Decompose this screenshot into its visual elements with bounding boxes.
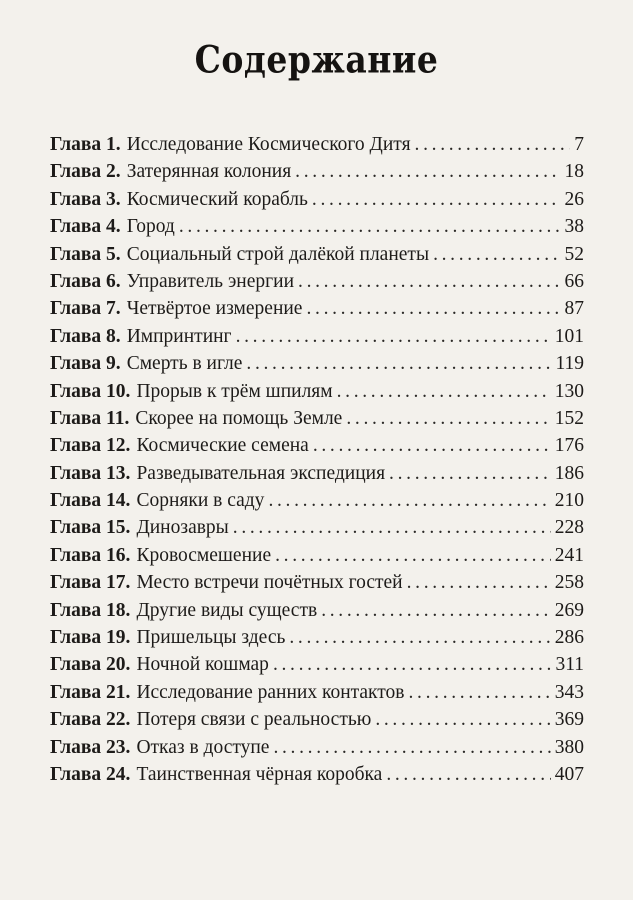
chapter-label: Глава 20. — [50, 654, 131, 676]
dot-leader — [268, 487, 550, 514]
chapter-label: Глава 19. — [50, 627, 131, 649]
toc-entry[interactable] — [50, 597, 584, 624]
chapter-label: Глава 5. — [50, 243, 121, 265]
chapter-label: Глава 7. — [50, 298, 121, 320]
dot-leader — [313, 432, 551, 459]
page-number: 119 — [555, 353, 584, 375]
chapter-label: Глава 14. — [50, 490, 131, 512]
toc-entry[interactable] — [50, 378, 584, 405]
chapter-title: Пришельцы здесь — [136, 627, 286, 649]
page-number: 258 — [554, 572, 584, 594]
toc-entry[interactable] — [50, 761, 584, 788]
toc-entry[interactable] — [50, 624, 584, 651]
toc-entry[interactable] — [50, 186, 584, 213]
chapter-title: Скорее на помощь Земле — [135, 407, 343, 429]
chapter-title: Отказ в доступе — [136, 736, 270, 758]
page-number: 369 — [554, 709, 584, 731]
dot-leader — [409, 679, 551, 706]
page-number: 7 — [574, 134, 584, 155]
dot-leader — [295, 158, 560, 185]
dot-leader — [273, 651, 552, 678]
chapter-label: Глава 13. — [50, 462, 131, 484]
chapter-title: Управитель энергии — [126, 270, 295, 292]
dot-leader — [433, 241, 560, 268]
toc-entry[interactable] — [50, 241, 584, 268]
dot-leader — [289, 624, 550, 651]
dot-leader — [415, 131, 571, 158]
chapter-label: Глава 22. — [50, 709, 131, 731]
chapter-title: Кровосмешение — [136, 544, 272, 566]
page-number: 269 — [554, 599, 584, 621]
dot-leader — [246, 350, 551, 377]
chapter-label: Глава 8. — [50, 325, 121, 347]
dot-leader — [389, 460, 551, 487]
toc-entry[interactable] — [50, 405, 584, 432]
page-number: 152 — [554, 407, 584, 429]
toc-entry[interactable] — [50, 514, 584, 541]
chapter-title: Космический корабль — [126, 188, 308, 210]
dot-leader — [312, 186, 561, 213]
page-number: 210 — [554, 490, 584, 512]
chapter-title: Потеря связи с реальностью — [136, 709, 372, 731]
page-number: 407 — [554, 763, 584, 785]
toc-entry[interactable] — [50, 460, 584, 487]
chapter-title: Исследование Космического Дитя — [126, 134, 411, 155]
page-title: Содержание — [194, 38, 439, 82]
toc-entry[interactable] — [50, 268, 584, 295]
dot-leader — [306, 295, 560, 322]
page-number: 26 — [564, 188, 584, 210]
toc-entry[interactable] — [50, 323, 584, 350]
page-number: 66 — [564, 270, 584, 292]
chapter-title: Прорыв к трём шпилям — [136, 380, 333, 402]
chapter-label: Глава 15. — [50, 517, 131, 539]
page-number: 52 — [564, 243, 584, 265]
chapter-label: Глава 1. — [50, 134, 121, 155]
chapter-label: Глава 17. — [50, 572, 131, 594]
chapter-label: Глава 6. — [50, 270, 121, 292]
chapter-label: Глава 16. — [50, 544, 131, 566]
chapter-title: Затерянная колония — [126, 161, 292, 183]
toc-entry[interactable] — [50, 542, 584, 569]
chapter-label: Глава 21. — [50, 681, 131, 703]
dot-leader — [346, 405, 550, 432]
chapter-label: Глава 18. — [50, 599, 131, 621]
dot-leader — [407, 569, 551, 596]
chapter-title: Смерть в игле — [126, 353, 243, 375]
chapter-title: Динозавры — [136, 517, 229, 539]
page-number: 176 — [554, 435, 584, 457]
toc-entry[interactable] — [50, 706, 584, 733]
chapter-title: Сорняки в саду — [136, 490, 265, 512]
dot-leader — [275, 542, 551, 569]
chapter-label: Глава 3. — [50, 188, 121, 210]
page-number: 101 — [554, 325, 584, 347]
page-number: 18 — [564, 161, 584, 183]
page-number: 228 — [554, 517, 584, 539]
table-of-contents — [50, 131, 584, 788]
page-number: 343 — [554, 681, 584, 703]
chapter-title: Социальный строй далёкой планеты — [126, 243, 430, 265]
chapter-label: Глава 23. — [50, 736, 131, 758]
toc-entry[interactable] — [50, 295, 584, 322]
dot-leader — [375, 706, 550, 733]
chapter-title: Исследование ранних контактов — [136, 681, 405, 703]
chapter-title: Разведывательная экспедиция — [136, 462, 386, 484]
chapter-label: Глава 4. — [50, 216, 121, 238]
toc-entry[interactable] — [50, 432, 584, 459]
toc-entry[interactable] — [50, 487, 584, 514]
page-number: 130 — [554, 380, 584, 402]
chapter-title: Город — [126, 216, 175, 238]
dot-leader — [179, 213, 561, 240]
page-number: 38 — [564, 216, 584, 238]
chapter-title: Таинственная чёрная коробка — [136, 763, 383, 785]
page-number: 241 — [554, 544, 584, 566]
chapter-title: Ночной кошмар — [136, 654, 269, 676]
chapter-title: Место встречи почётных гостей — [136, 572, 403, 594]
dot-leader — [233, 514, 551, 541]
toc-entry[interactable] — [50, 569, 584, 596]
dot-leader — [386, 761, 550, 788]
toc-entry[interactable] — [50, 651, 584, 678]
toc-entry[interactable] — [50, 131, 584, 158]
dot-leader — [273, 734, 550, 761]
dot-leader — [337, 378, 551, 405]
chapter-label: Глава 9. — [50, 353, 121, 375]
chapter-title: Четвёртое измерение — [126, 298, 303, 320]
dot-leader — [298, 268, 560, 295]
chapter-title: Другие виды существ — [136, 599, 318, 621]
toc-entry[interactable] — [50, 350, 584, 377]
page-number: 87 — [564, 298, 584, 320]
toc-entry[interactable] — [50, 679, 584, 706]
chapter-label: Глава 12. — [50, 435, 131, 457]
toc-entry[interactable] — [50, 158, 584, 185]
dot-leader — [236, 323, 551, 350]
page-number: 380 — [554, 736, 584, 758]
chapter-label: Глава 24. — [50, 763, 131, 785]
page-number: 311 — [555, 654, 584, 676]
chapter-label: Глава 11. — [50, 407, 130, 429]
page-number: 286 — [554, 627, 584, 649]
dot-leader — [321, 597, 551, 624]
chapter-title: Космические семена — [136, 435, 309, 457]
chapter-label: Глава 2. — [50, 161, 121, 183]
chapter-label: Глава 10. — [50, 380, 131, 402]
toc-entry[interactable] — [50, 213, 584, 240]
chapter-title: Импринтинг — [126, 325, 232, 347]
toc-entry[interactable] — [50, 734, 584, 761]
page-number: 186 — [554, 462, 584, 484]
